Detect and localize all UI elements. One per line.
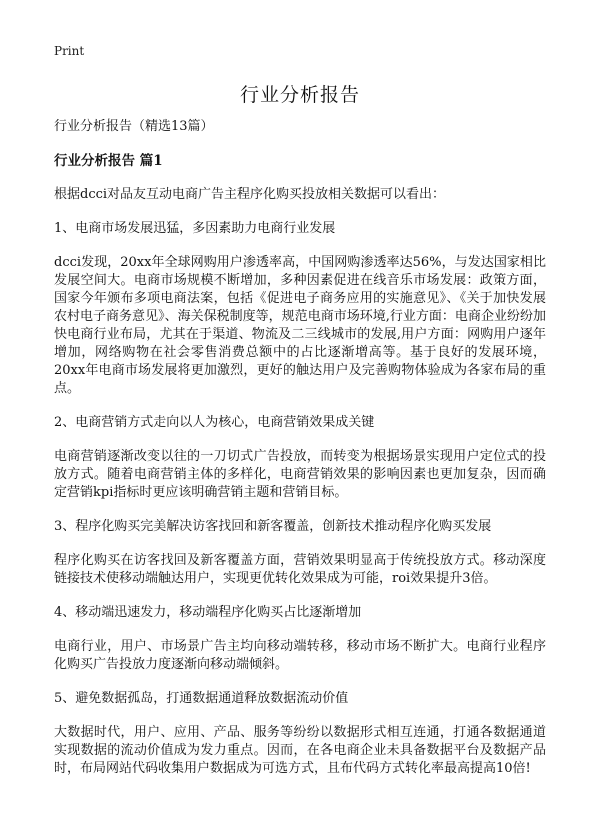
document-title: 行业分析报告 <box>239 84 360 106</box>
item-heading: 4、移动端迅速发力，移动端程序化购买占比逐渐增加 <box>54 605 362 620</box>
item-body: 程序化购买在访客找回及新客覆盖方面，营销效果明显高于传统投放方式。移动深度链接技术使移动端触达用户，实现更优转化效果成为可能，roi效果提升3倍。 <box>54 553 546 586</box>
item-heading: 2、电商营销方式走向以人为核心，电商营销效果成关键 <box>54 415 375 430</box>
item-heading: 3、程序化购买完美解决访客找回和新客覆盖，创新技术推动程序化购买发展 <box>54 519 492 534</box>
section-title: 行业分析报告 篇1 <box>54 153 163 169</box>
document-subtitle: 行业分析报告（精选13篇） <box>54 119 214 134</box>
item-body: dcci发现，20xx年全球网购用户渗透率高，中国网购渗透率达56%，与发达国家相比发展空间大。电商市场规模不断增加，多种因素促进在线音乐市场发展：政策方面，国家今年颁布多项电商法案，包括《促进电子商务应用的实施意见》、《关于加快发展农村电子商务意见》、海关保税制度等，规范电商市场环境,行业方面：电商企业纷纷加快电商行业布局，尤其在于渠道、物流及二三线城市的发展,用户方面：网购用户逐年增加，网络购物在社会零售消费总额中的占比逐渐增高等。基于良好的发展环境，20xx年电商市场发展将更加激烈，更好的触达用户及完善购物体验成为各家布局的重点。 <box>54 255 546 396</box>
intro-paragraph: 根据dcci对品友互动电商广告主程序化购买投放相关数据可以看出： <box>54 187 446 202</box>
item-heading: 5、避免数据孤岛，打通数据通道释放数据流动价值 <box>54 691 349 706</box>
item-body: 电商营销逐渐改变以往的一刀切式广告投放，而转变为根据场景实现用户定位式的投放方式。随着电商营销主体的多样化，电商营销效果的影响因素也更加复杂，因而确定营销kpi指标时更应该明确营销主题和营销目标。 <box>54 449 546 500</box>
document-body <box>54 118 546 778</box>
item-heading: 1、电商市场发展迅猛，多因素助力电商行业发展 <box>54 221 336 236</box>
item-body: 电商行业，用户、市场景广告主均向移动端转移，移动市场不断扩大。电商行业程序化购买广告投放力度逐渐向移动端倾斜。 <box>54 639 546 672</box>
print-link[interactable]: Print <box>54 44 85 58</box>
item-body: 大数据时代，用户、应用、产品、服务等纷纷以数据形式相互连通，打通各数据通道实现数据的流动价值成为发力重点。因而，在各电商企业未具备数据平台及数据产品时，布局网站代码收集用户数据成为可选方式，且布代码方式转化率最高提高10倍! <box>54 725 546 776</box>
